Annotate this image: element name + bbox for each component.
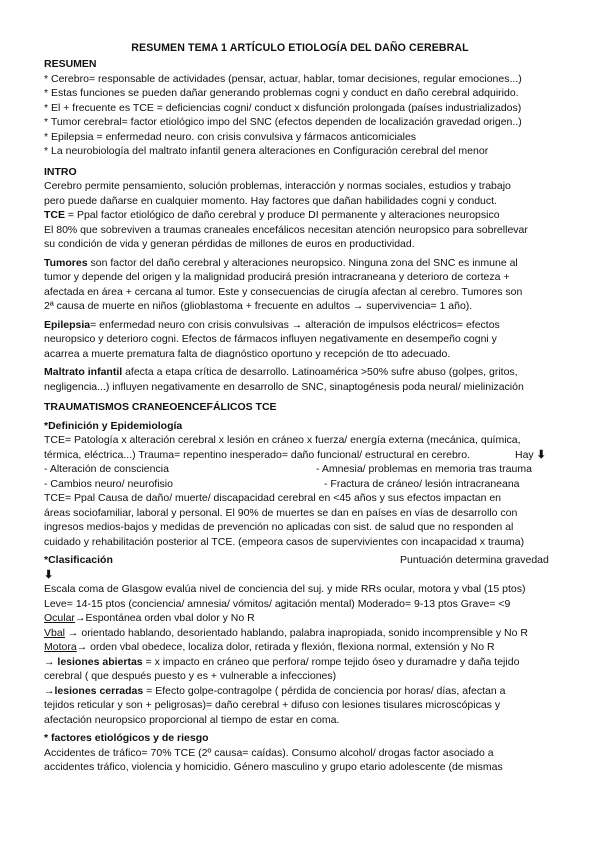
epilepsia-line: acarrea a muerte prematura falta de diagnóstico oportuno y recepción de tto adecuado. — [44, 347, 451, 360]
motora-text: → orden vbal obedece, localiza dolor, retirada y flexión, flexiona normal, extensión y No R — [76, 641, 495, 653]
epidemiologia-line: cuidado y rehabilitación posterior al TCE. (empeora casos de supervivientes con incapacidad x trauma) — [44, 535, 525, 548]
vbal-line — [44, 626, 574, 641]
resumen-bullet: * Tumor cerebral= factor etiológico impo del SNC (efectos dependen de localización gravedad origen..) — [44, 116, 522, 128]
intro-tce-text: = Ppal factor etiológico de daño cerebral y produce DI permanente y alteraciones neuropsico — [65, 209, 500, 221]
epidemiologia-line: TCE= Ppal Causa de daño/ muerte/ discapacidad cerebral en <45 años y sus efectos impactan en — [44, 492, 502, 504]
tumores-line: afectada en área + cercana al tumor. Este y consecuencias de cirugía afectan al cerebro. Tumores son — [44, 285, 523, 298]
cerradas-text: = Efecto golpe-contragolpe ( pérdida de conciencia por horas/ días, afectan a — [143, 684, 506, 697]
consequence-item: - Amnesia/ problemas en memoria tras trauma — [316, 463, 532, 475]
resumen-bullet: * Cerebro= responsable de actividades (pensar, actuar, hablar, tomar decisiones, regular emociones...) — [44, 72, 522, 85]
glasgow-line: Leve= 14-15 ptos (conciencia/ amnesia/ vómitos/ agitación mental) Moderado= 9-13 ptos Grave= <9 — [44, 597, 511, 610]
term-ocular: Ocular — [44, 612, 75, 624]
epilepsia-text: = enfermedad neuro con crisis convulsivas → alteración de impulsos eléctricos= efectos — [90, 318, 500, 331]
arrow-down-icon: ⬇ — [536, 448, 546, 461]
maltrato-line — [44, 365, 574, 380]
tumores-line — [44, 256, 574, 271]
tumores-line: tumor y depende del origen y la malignidad producirá presión intracraneana y deterioro de corteza + — [44, 271, 510, 283]
term-motora: Motora — [44, 641, 77, 653]
resumen-bullet: * Estas funciones se pueden dañar generando problemas cogni y conduct en daño cerebral adquirido. — [44, 87, 519, 99]
intro-paragraph-line: su condición de vida y generan pérdidas de millones de euros en productividad. — [44, 238, 415, 250]
definicion-line — [44, 448, 574, 463]
motora-line — [44, 640, 574, 655]
cerradas-line: afectación neuropsico proporcional al tiempo de estar en coma. — [44, 713, 340, 726]
subheading-factores: * factores etiológicos y de riesgo — [44, 732, 209, 744]
term-lesiones-abiertas: lesiones abiertas — [57, 655, 143, 668]
hay-text: Hay — [515, 448, 534, 461]
maltrato-line: negligencia...) influyen negativamente en desarrollo de SNC, sinaptogénesis poda neural/ mielinización — [44, 380, 524, 393]
abiertas-text: = x impacto en cráneo que perfora/ rompe tejido óseo y duramadre y daña tejido — [142, 655, 520, 668]
cerradas-line — [44, 684, 574, 699]
intro-tce-line — [44, 208, 574, 223]
term-tce: TCE — [44, 209, 65, 221]
hay-label — [515, 448, 546, 463]
definicion-text: térmica, eléctrica...) Trauma= repentino inesperado= daño funcional/ estructural en cerebro. — [44, 448, 471, 461]
epilepsia-line — [44, 318, 574, 333]
consequence-item: - Alteración de consciencia — [44, 463, 169, 475]
factores-line: Accidentes de tráfico= 70% TCE (2º causa= caídas). Consumo alcohol/ drogas factor asociado a — [44, 746, 494, 759]
term-lesiones-cerradas: lesiones cerradas — [54, 684, 144, 697]
epidemiologia-line: áreas sociofamiliar, laboral y personal. El 90% de muertes se dan en países en vías de desarrollo con — [44, 506, 518, 519]
glasgow-line: Escala coma de Glasgow evalúa nivel de conciencia del suj. y mide RRs ocular, motora y vbal (15 ptos) — [44, 583, 526, 595]
ocular-line — [44, 611, 574, 626]
definicion-line: TCE= Patología x alteración cerebral x lesión en cráneo x fuerza/ energía externa (mecánica, química, — [44, 434, 521, 446]
tumores-line: 2ª causa de muerte en niños (glioblastoma + frecuente en adultos → supervivencia= 1 año). — [44, 300, 473, 312]
subheading-clasificacion: *Clasificación — [44, 554, 113, 566]
resumen-bullet: * El + frecuente es TCE = deficiencias cogni/ conduct x disfunción prolongada (países industrializados) — [44, 101, 522, 114]
intro-paragraph-line: El 80% que sobreviven a traumas craneales encefálicos necesitan atención neuropsico para sobrellevar — [44, 223, 528, 236]
intro-paragraph-line: pero puede dañarse en cualquier momento. Hay factores que dañan habilidades cogni y conduct. — [44, 194, 497, 207]
document-body — [44, 57, 574, 775]
consequence-row — [44, 477, 574, 492]
document-title: RESUMEN TEMA 1 ARTÍCULO ETIOLOGÍA DEL DAÑO CEREBRAL — [131, 42, 469, 54]
term-epilepsia: Epilepsia — [44, 318, 91, 331]
clasificacion-note: Puntuación determina gravedad — [400, 554, 549, 566]
arrow-right-icon: → — [44, 655, 58, 668]
term-maltrato: Maltrato infantil — [44, 366, 123, 378]
maltrato-text: afecta a etapa crítica de desarrollo. Latinoamérica >50% sufre abuso (golpes, gritos, — [122, 366, 518, 378]
intro-paragraph-line: Cerebro permite pensamiento, solución problemas, interacción y normas sociales, estudios y trabajo — [44, 180, 511, 192]
tumores-text: son factor del daño cerebral y alteraciones neuropsico. Ninguna zona del SNC es inmune al — [87, 256, 518, 269]
vbal-text: → orientado hablando, desorientado hablando, palabra inapropiada, sonido incomprensible y No R — [65, 626, 528, 639]
section-heading-intro: INTRO — [44, 165, 77, 178]
clasificacion-row — [44, 553, 574, 568]
epilepsia-line: neuropsico y deterioro cogni. Efectos de fármacos influyen negativamente en desempeño cogni y — [44, 333, 497, 345]
arrow-down-icon: ⬇ — [44, 568, 54, 581]
factores-line: accidentes tráfico, violencia y homicidio. Género masculino y grupo etario adolescente (de mismas — [44, 761, 503, 773]
section-heading-tce: TRAUMATISMOS CRANEOENCEFÁLICOS TCE — [44, 401, 277, 413]
term-tumores: Tumores — [44, 256, 88, 269]
cerradas-line: tejidos reticular y son + peligrosas)= daño cerebral + difuso con lesiones tisulares microscópicas y — [44, 699, 501, 711]
arrow-right-icon: → — [44, 684, 55, 697]
resumen-bullet: * Epilepsia = enfermedad neuro. con crisis convulsiva y fármacos anticomiciales — [44, 130, 417, 143]
consequence-item: - Cambios neuro/ neurofisio — [44, 477, 173, 490]
epidemiologia-line: ingresos medios-bajos y medidas de prevención no aplicadas con sist. de salud que no responden al — [44, 521, 514, 533]
term-vbal: Vbal — [44, 626, 66, 639]
ocular-text: →Espontánea orden vbal dolor y No R — [74, 612, 255, 624]
consequence-item: - Fractura de cráneo/ lesión intracraneana — [324, 477, 520, 490]
arrow-down-row — [44, 568, 574, 583]
consequence-row — [44, 462, 574, 477]
section-heading-resumen: RESUMEN — [44, 58, 97, 70]
resumen-bullet: * La neurobiología del maltrato infantil genera alteraciones en Configuración cerebral del menor — [44, 145, 489, 157]
abiertas-line — [44, 655, 574, 670]
abiertas-line: cerebral ( que después puesto y es + vulnerable a infecciones) — [44, 670, 337, 682]
subheading-definicion: *Definición y Epidemiología — [44, 419, 183, 432]
